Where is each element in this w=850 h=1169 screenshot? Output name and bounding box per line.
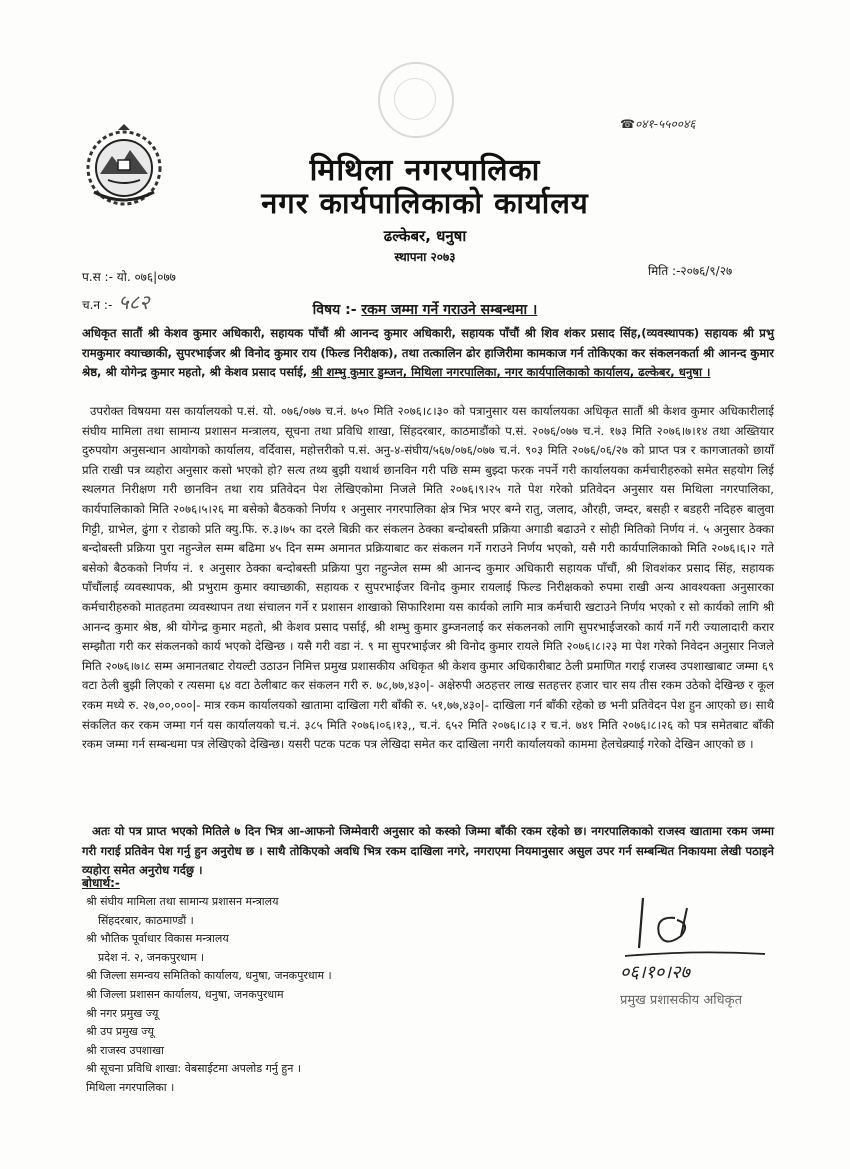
- reference-cn-label: च.न :-: [82, 298, 113, 312]
- office-stamp: [378, 62, 454, 138]
- cc-item: श्री राजस्व उपशाखा: [86, 1043, 164, 1057]
- cc-item: सिंहदरबार, काठमाण्डौं ।: [98, 913, 194, 927]
- cc-item: श्री सूचना प्रविधि शाखा: वेबसाईटमा अपलोड गर्नु हुन ।: [86, 1062, 302, 1076]
- reference-cn-value: ५८२: [118, 290, 150, 314]
- handwritten-signature: [615, 880, 775, 970]
- cc-item: प्रदेश नं. २, जनकपुरधाम ।: [98, 950, 205, 964]
- cc-item: श्री जिल्ला प्रशासन कार्यालय, धनुषा, जनकपुरधाम: [86, 987, 284, 1001]
- cc-item: मिथिला नगरपालिका ।: [86, 1080, 175, 1094]
- signature-date: ०६।१०।२७: [620, 962, 690, 983]
- cc-item: श्री भौतिक पूर्वाधार विकास मन्त्रालय: [86, 932, 229, 946]
- addressee-underlined: श्री शम्भु कुमार डुम्जन, मिथिला नगरपालिका, नगर कार्यपालिकाको कार्यालय, ढल्केबर, धनुषा ।: [311, 365, 711, 380]
- cc-item: श्री संघीय मामिला तथा सामान्य प्रशासन मन्त्रालय: [86, 895, 279, 908]
- signature-title: प्रमुख प्रशासकीय अधिकृत: [620, 993, 743, 1008]
- cc-list: [86, 893, 332, 1098]
- subject-label: विषय :-: [312, 302, 357, 318]
- subject-line: [0, 300, 850, 319]
- addressee-text: अधिकृत सातौं श्री केशव कुमार अधिकारी, सहायक पाँचौं श्री आनन्द कुमार अधिकारी, सहायक पाँचौं श्री शिव शंकर प्रसाद सिंह,(व्यवस्थापक) सहायक श्री प्रभु रामकुमार क्याच्छाकी, सुपरभाईजर श्री विनोद कुमार राय (फिल्ड निरीक्षक), तथा तत्कालिन ढोर हाजिरीमा कामकाज गर्न तोकिएका कर संकलनकर्ता श्री आनन्द कुमार श्रेष्ठ, श्री योगेन्द्र कुमार महतो, श्री केशव प्रसाद पर्साई,: [82, 326, 774, 380]
- subject-text: रकम जम्मा गर्ने गराउने सम्बन्धमा ।: [361, 302, 538, 318]
- cc-heading: बोधार्थ:-: [82, 876, 120, 890]
- cc-item: श्री उप प्रमुख ज्यू: [86, 1025, 154, 1039]
- establishment-year: स्थापना २०७३: [394, 250, 456, 264]
- office-name-line2: नगर कार्यपालिकाको कार्यालय: [261, 186, 589, 220]
- addressee-paragraph: [82, 324, 774, 383]
- phone-number: ☎०४१-५५००४६: [620, 117, 696, 131]
- letter-date: मिति :-२०७६/९/२७: [648, 264, 733, 278]
- office-address: ढल्केबर, धनुषा: [383, 227, 467, 245]
- reference-ps: प.स :- यो. ०७६|०७७: [82, 270, 176, 284]
- office-name-line1: मिथिला नगरपालिका: [309, 153, 541, 188]
- cc-item: श्री जिल्ला समन्वय समितिको कार्यालय, धनुषा, जनकपुरधाम ।: [86, 969, 332, 983]
- cc-item: श्री नगर प्रमुख ज्यू: [86, 1006, 159, 1020]
- body-paragraph-main: उपरोक्त विषयमा यस कार्यालयको प.सं. यो. ०७६/०७७ च.नं. ७५० मिति २०७६।८।३० को पत्रानुसार यस कार्यालयका अधिकृत सातौं श्री केशव कुमार अधिकारीलाई संघीय मामिला तथा सामान्य प्रशासन मन्त्रालय, सूचना तथा प्रविधि शाखा, सिंहदरबार, काठमाडौंको प.सं. २०७६/०७७ च.नं. १७३ मिति २०७६।७।१४ तथा अख्तियार दुरुपयोग अनुसन्धान आयोगको कार्यालय, वर्दिवास, महोत्तरीको प.सं. अनु-४-संघीय/५६७/०७६/०७७ च.नं. ९०३ मिति २०७६/०६/२७ को प्राप्त पत्र र कागजातको छायाँ प्रति राखी पत्र व्यहोरा अनुसार कसो भएको हो? सत्य तथ्य बुझी यथार्थ छानविन गरी पछि सम्म बुझ्दा फरक नपर्ने गरी कार्यालयका कर्मचारीहरुको समेत सहयोग लिई स्थलगत निरीक्षण गरी छानविन तथा राय प्रतिवेदन पेश लेखिएकोमा निजले मिति २०७६।९।२५ गते पेश गरेको प्रतिवेदन अनुसार यस मिथिला नगरपालिका, कार्यपालिकाको मिति २०७६।५।२६ मा बसेको बैठकको निर्णय १ अनुसार नगरपालिका क्षेत्र भित्र भएर बग्ने रातु, जलाद, औरही, जम्दर, बसही र बडहरी नदिहरु बालुवा गिट्टी, ग्राभेल, ढुंगा र रोडाको प्रति क्यु.फि. रु.३।७५ का दरले बिक्री कर संकलन ठेक्का बन्दोबस्ती प्रक्रिया अगाडी बढाउने र सोही मितिको निर्णय नं. ५ अनुसार ठेक्का बन्दोबस्ती प्रक्रिया पुरा नहुन्जेल सम्म बढिमा ४५ दिन सम्म अमानत प्रक्रियाबाट कर संकलन गर्ने गराउने निर्णय भएको, यसै गरी कार्यपालिकाको मिति २०७६।६।२ गते बसेको बैठकको निर्णय नं. १ अनुसार ठेक्का बन्दोबस्ती प्रक्रिया पुरा नहुन्जेल सम्म श्री आनन्द कुमार अधिकारी सहायक पाँचौं, श्री शिवशंकर प्रसाद सिंह, सहायक पाँचौंलाई व्यवस्थापक, श्री प्रभुराम कुमार क्याच्छाकी, सहायक र सुपरभाईजर विनोद कुमार रायलाई फिल्ड निरीक्षकको रुपमा राखी अन्य आवश्यक्ता अनुसारका कर्मचारीहरुको मातहतमा व्यवस्थापन तथा संचालन गर्ने र प्रशासन शाखाको सिफारिशमा यस कार्यको लागि मात्र कर्मचारी खटाउने निर्णय भएको र सो कार्यको लागि श्री आनन्द कुमार श्रेष्ठ, श्री योगेन्द्र कुमार महतो, श्री केशव प्रसाद पर्साई, श्री शम्भु कुमार डुम्जनलाई कर संकलनको लागि सुपरभाईजरको कार्य गर्ने गरी ज्यालादारी करार सम्झौता गरी कर संकलनको कार्य भएको देखिन्छ । यसै गरी वडा नं. ९ मा सुपरभाईजर श्री विनोद कुमार रायले मिति २०७६।८।२३ मा पेश गरेको निवेदन अनुसार निजले मिति २०७६।७।८ सम्म अमानतबाट रोयल्टी उठाउन निमित्त प्रमुख प्रशासकीय अधिकृत श्री केशव कुमार अधिकारीबाट ठेली प्रमाणित गराई राजस्व उपशाखाबाट जम्मा ६९ वटा ठेली बुझी लिएको र त्यसमा ६४ वटा ठेलीबाट कर संकलन गरी रु. ७८,७७,४३०|- अक्षेरुपी अठहत्तर लाख सतहत्तर हजार चार सय तीस रकम उठेको देखिन्छ र कूल रकम मध्ये रु. २७,००,०००|- मात्र रकम कार्यालयको खातामा दाखिला गरी बाँकी रु. ५१,७७,४३०|- दाखिला गर्न बाँकी रहेको छ भनी प्रतिवेदन पेश हुन आएको छ। साथै संकलित कर रकम जम्मा गर्न यस कार्यालयको च.नं. ३८५ मिति २०७६।०६।१३,, च.नं. ६५२ मिति २०७६।८।३ र च.नं. ७४१ मिति २०७६।८।२६ को पत्र समेतबाट बाँकी रकम जम्मा गर्न सम्बन्धमा पत्र लेखिएको देखिन्छ। यसरी पटक पटक पत्र लेखिदा समेत कर दाखिला नगरी कार्यालयको काममा हेलचेक्र्याई गरेको देखिन आएको छ ।: [82, 404, 774, 752]
- body-paragraph-request: अतः यो पत्र प्राप्त भएको मितिले ७ दिन भित्र आ-आफनो जिम्मेवारी अनुसार को कस्को जिम्मा बाँकी रकम रहेको छ। नगरपालिकाको राजस्व खातामा रकम जम्मा गरी गराई प्रतिवेन पेश गर्नु हुन अनुरोध छ । साथै तोकिएको अवधि भित्र रकम दाखिला नगरे, नगराएमा नियमानुसार असुल उपर गर्न सम्बन्धित निकायमा लेखी पठाइने व्यहोरा समेत अनुरोध गर्दछु ।: [82, 824, 774, 878]
